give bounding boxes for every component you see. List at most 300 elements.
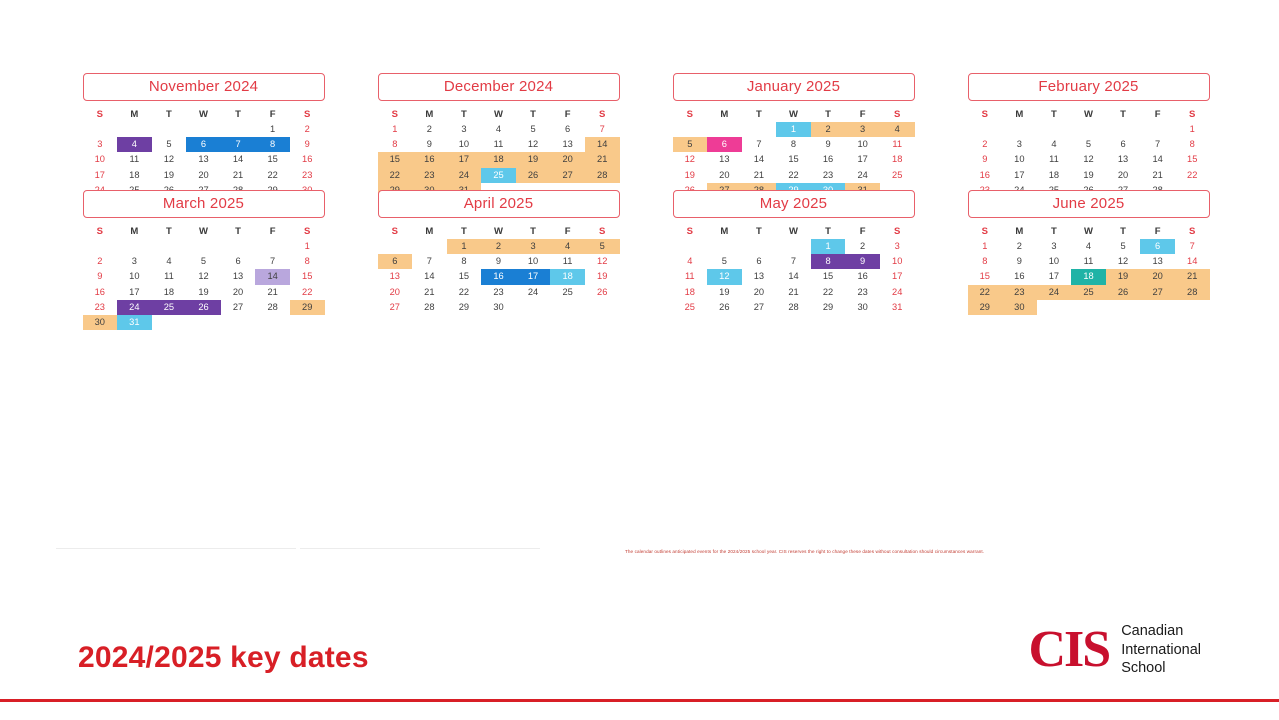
calendar-day-highlighted: 24 [1037, 285, 1072, 300]
month-block [673, 190, 915, 312]
calendar-day: 22 [822, 286, 834, 297]
week-row [968, 152, 1210, 167]
month-block [378, 0, 620, 73]
calendar-day: 28 [424, 301, 435, 312]
weekday-label: W [199, 226, 208, 237]
calendar-day: 14 [788, 271, 799, 282]
calendar-day: 6 [235, 256, 241, 267]
calendar-day: 3 [131, 256, 137, 267]
weekday-label: F [564, 226, 571, 237]
weekday-label: T [166, 226, 172, 237]
calendar-day: 14 [753, 154, 765, 165]
calendar-day: 14 [1152, 154, 1163, 165]
calendar-day: 29 [458, 301, 470, 312]
calendar-day: 9 [304, 139, 310, 150]
calendar-day: 17 [892, 271, 903, 282]
calendar-day: 16 [822, 154, 834, 165]
week-row [83, 269, 325, 284]
weekday-header-row [968, 107, 1210, 122]
calendar-day: 11 [892, 139, 903, 150]
calendar-day: 26 [597, 286, 608, 297]
calendar-day [186, 122, 221, 137]
calendar-day [1140, 122, 1175, 137]
calendar-day: 4 [495, 124, 502, 134]
calendar-day [742, 239, 777, 254]
calendar-day: 18 [892, 154, 903, 165]
calendar-day: 25 [892, 169, 903, 180]
weekday-label: M [130, 226, 139, 237]
calendar-day: 17 [94, 169, 105, 180]
calendar-day: 19 [684, 169, 695, 180]
weekday-label: T [825, 226, 831, 237]
month-title: May 2025 [673, 190, 915, 218]
calendar-day-highlighted: 28 [1175, 285, 1210, 300]
calendar-months-grid [56, 0, 1236, 327]
calendar-day: 5 [166, 139, 172, 150]
weekday-header-row [968, 224, 1210, 239]
calendar-day: 11 [129, 154, 140, 165]
week-row [378, 168, 620, 183]
month-title: November 2024 [83, 73, 325, 101]
calendar-day [1140, 300, 1175, 315]
calendar-day-highlighted: 21 [1175, 269, 1210, 284]
weekday-label: S [894, 109, 901, 120]
weekday-header-row [673, 224, 915, 239]
weekday-label: S [894, 226, 901, 237]
weekday-label: T [756, 226, 762, 237]
calendar-day [117, 122, 152, 137]
month-block [673, 0, 915, 73]
calendar-day [221, 239, 256, 254]
calendar-day-highlighted: 26 [516, 168, 551, 183]
calendar-day-highlighted: 26 [1106, 285, 1141, 300]
calendar-day-highlighted: 8 [255, 137, 290, 152]
calendar-day-highlighted: 15 [378, 152, 413, 167]
calendar-day: 19 [719, 286, 730, 297]
calendar-day [1071, 122, 1106, 137]
calendar-day-highlighted: 28 [585, 168, 620, 183]
calendar-day: 6 [1120, 139, 1126, 150]
calendar-day-highlighted: 24 [117, 300, 152, 315]
calendar-day: 28 [788, 301, 799, 312]
calendar-day: 1 [982, 241, 988, 251]
calendar-day [585, 300, 620, 315]
calendar-day [1071, 300, 1106, 315]
calendar-day: 7 [790, 256, 797, 267]
calendar-day: 10 [129, 271, 140, 282]
calendar-day [378, 239, 413, 254]
month-block [968, 73, 1210, 190]
calendar-day: 10 [1014, 154, 1025, 165]
month-block [968, 0, 1210, 73]
calendar-day: 5 [530, 124, 536, 134]
calendar-day: 12 [1083, 154, 1094, 165]
logo-line-3: School [1121, 660, 1166, 677]
calendar-day [516, 300, 551, 315]
weekday-label: S [686, 109, 693, 120]
month-title: February 2025 [968, 73, 1210, 101]
calendar-day [707, 122, 742, 137]
calendar-day: 5 [721, 256, 727, 267]
weekday-label: S [686, 226, 693, 237]
calendar-day: 19 [198, 286, 209, 297]
calendar-day: 13 [719, 154, 730, 165]
weekday-label: M [1015, 109, 1024, 120]
week-row [83, 152, 325, 167]
calendar-day-highlighted: 31 [117, 315, 152, 330]
calendar-day: 31 [892, 301, 903, 312]
calendar-day-highlighted: 6 [378, 254, 413, 269]
calendar-day: 4 [166, 256, 172, 267]
weekday-label: T [461, 226, 467, 237]
weekday-label: S [981, 109, 988, 120]
month-block [673, 73, 915, 190]
weekday-label: S [391, 109, 398, 120]
weekday-label: T [235, 109, 241, 120]
week-row [83, 137, 325, 152]
calendar-day: 16 [979, 169, 990, 180]
calendar-day: 11 [493, 139, 504, 150]
calendar-day-highlighted: 12 [707, 269, 742, 284]
week-row [378, 122, 620, 137]
weekday-label: W [1084, 226, 1093, 237]
calendar-day: 2 [982, 139, 988, 150]
calendar-day: 19 [597, 271, 608, 282]
calendar-day: 24 [892, 286, 903, 297]
cis-logo [1028, 622, 1201, 678]
calendar-day-highlighted: 4 [880, 122, 915, 137]
calendar-day-highlighted: 19 [1106, 269, 1141, 284]
weekday-label: S [304, 109, 311, 120]
calendar-day: 12 [684, 154, 695, 165]
calendar-day-highlighted: 25 [481, 168, 516, 183]
calendar-day [1175, 300, 1210, 315]
week-row [968, 122, 1210, 137]
calendar-day: 30 [493, 301, 504, 312]
calendar-day-highlighted: 18 [550, 269, 585, 284]
page-footer [0, 600, 1279, 720]
calendar-day: 13 [753, 271, 765, 282]
calendar-day: 8 [461, 256, 467, 267]
calendar-day-highlighted: 18 [481, 152, 516, 167]
calendar-day: 4 [1051, 139, 1057, 150]
calendar-day: 9 [825, 139, 831, 150]
calendar-day: 12 [1117, 256, 1129, 267]
calendar-day: 3 [1016, 139, 1022, 150]
calendar-day: 20 [1117, 169, 1129, 180]
calendar-day: 13 [562, 139, 573, 150]
calendar-day: 3 [1051, 241, 1057, 251]
calendar-day: 20 [198, 169, 209, 180]
calendar-day [221, 122, 256, 137]
calendar-day: 18 [129, 169, 140, 180]
calendar-day-highlighted: 22 [378, 168, 413, 183]
calendar-day-highlighted: 20 [1140, 269, 1175, 284]
weekday-label: S [96, 109, 103, 120]
month-block [378, 190, 620, 312]
calendar-day: 4 [687, 256, 693, 267]
calendar-day-highlighted: 6 [186, 137, 221, 152]
calendar-day: 20 [753, 286, 765, 297]
calendar-day: 1 [270, 124, 276, 134]
calendar-day: 21 [1152, 169, 1163, 180]
calendar-day: 20 [232, 286, 244, 297]
calendar-day-highlighted: 5 [673, 137, 708, 152]
weekday-label: W [789, 109, 798, 120]
calendar-day-highlighted: 4 [550, 239, 585, 254]
weekday-label: T [756, 109, 762, 120]
weekday-label: F [859, 226, 866, 237]
calendar-day: 15 [979, 271, 990, 282]
calendar-day: 13 [1152, 256, 1163, 267]
footer-title: 2024/2025 key dates [78, 641, 369, 674]
calendar-day: 8 [1189, 139, 1195, 150]
calendar-day [152, 122, 187, 137]
month-block [378, 73, 620, 190]
weekday-header-row [83, 107, 325, 122]
calendar-day-highlighted: 16 [412, 152, 447, 167]
calendar-day: 16 [94, 286, 105, 297]
weekday-label: M [425, 226, 434, 237]
weekday-label: W [789, 226, 798, 237]
calendar-day: 11 [562, 256, 573, 267]
calendar-day: 13 [389, 271, 400, 282]
calendar-day-highlighted: 30 [1002, 300, 1037, 315]
weekday-label: T [1051, 109, 1057, 120]
calendar-day: 15 [788, 154, 799, 165]
weekday-label: M [1015, 226, 1024, 237]
week-row [83, 285, 325, 300]
logo-mark: CIS [1028, 620, 1110, 678]
weekday-label: S [96, 226, 103, 237]
week-row [378, 285, 620, 300]
footer-accent-rule [0, 699, 1279, 702]
calendar-day [707, 239, 742, 254]
calendar-day-highlighted: 21 [585, 152, 620, 167]
weekday-label: W [494, 109, 503, 120]
week-row [378, 239, 620, 254]
calendar-day: 15 [1187, 154, 1198, 165]
weekday-label: T [1120, 226, 1126, 237]
month-block [968, 190, 1210, 312]
calendar-day: 29 [822, 301, 834, 312]
calendar-day [152, 315, 187, 330]
calendar-day: 25 [562, 286, 573, 297]
weekday-label: T [530, 109, 536, 120]
calendar-day: 13 [1117, 154, 1129, 165]
calendar-day: 10 [94, 154, 105, 165]
weekday-label: T [235, 226, 241, 237]
month-block [83, 190, 325, 327]
week-row [673, 168, 915, 183]
calendar-day: 19 [163, 169, 175, 180]
weekday-label: S [391, 226, 398, 237]
calendar-day: 17 [857, 154, 868, 165]
calendar-day: 22 [267, 169, 278, 180]
calendar-day: 24 [857, 169, 868, 180]
calendar-day: 2 [426, 124, 432, 134]
calendar-day: 21 [267, 286, 278, 297]
logo-wordmark [1121, 622, 1201, 678]
week-row [968, 239, 1210, 254]
weekday-label: F [1154, 109, 1161, 120]
calendar-day [290, 315, 325, 330]
calendar-day [152, 239, 187, 254]
weekday-label: T [1051, 226, 1057, 237]
month-title: March 2025 [83, 190, 325, 218]
divider-mid [300, 548, 540, 549]
calendar-day [673, 122, 708, 137]
calendar-day-highlighted: 3 [845, 122, 880, 137]
week-row [673, 137, 915, 152]
week-row [83, 168, 325, 183]
calendar-day: 10 [527, 256, 539, 267]
calendar-day: 1 [1189, 124, 1195, 134]
calendar-day: 16 [1014, 271, 1025, 282]
week-row [673, 239, 915, 254]
calendar-day-highlighted: 2 [481, 239, 516, 254]
month-title: June 2025 [968, 190, 1210, 218]
weekday-label: S [599, 226, 606, 237]
calendar-day: 6 [565, 124, 571, 134]
weekday-label: M [130, 109, 139, 120]
weekday-label: T [166, 109, 172, 120]
calendar-day: 7 [599, 124, 605, 134]
calendar-day: 8 [392, 139, 398, 150]
weekday-label: F [859, 109, 866, 120]
weekday-label: W [1084, 109, 1093, 120]
calendar-day: 12 [597, 256, 608, 267]
weekday-label: F [269, 109, 276, 120]
calendar-day: 14 [1187, 256, 1198, 267]
calendar-day: 22 [1187, 169, 1198, 180]
calendar-day-highlighted: 16 [481, 269, 516, 284]
month-title: April 2025 [378, 190, 620, 218]
calendar-day: 22 [788, 169, 799, 180]
calendar-day-highlighted: 25 [1071, 285, 1106, 300]
calendar-day: 16 [302, 154, 313, 165]
calendar-day: 2 [860, 241, 866, 251]
calendar-day [255, 239, 290, 254]
calendar-day-highlighted: 3 [516, 239, 551, 254]
weekday-label: S [1189, 226, 1196, 237]
weekday-label: T [461, 109, 467, 120]
calendar-day: 1 [304, 241, 310, 251]
calendar-day: 2 [304, 124, 310, 134]
calendar-day: 11 [684, 271, 695, 282]
week-row [83, 300, 325, 315]
calendar-day: 23 [857, 286, 868, 297]
calendar-day: 5 [1085, 139, 1092, 150]
calendar-day: 24 [527, 286, 539, 297]
calendar-day: 17 [1048, 271, 1060, 282]
calendar-day-highlighted: 20 [550, 152, 585, 167]
calendar-day: 7 [270, 256, 276, 267]
calendar-day [412, 239, 447, 254]
week-row [968, 137, 1210, 152]
calendar-day: 5 [200, 256, 207, 267]
calendar-day-highlighted: 1 [447, 239, 482, 254]
calendar-day: 18 [1048, 169, 1060, 180]
calendar-day: 11 [164, 271, 174, 282]
calendar-day: 10 [1048, 256, 1060, 267]
weekday-label: W [199, 109, 208, 120]
calendar-day: 12 [527, 139, 539, 150]
calendar-day: 18 [163, 286, 175, 297]
weekday-header-row [673, 107, 915, 122]
calendar-day: 2 [97, 256, 103, 267]
calendar-day-highlighted: 27 [550, 168, 585, 183]
month-block [83, 0, 325, 73]
calendar-day [550, 300, 585, 315]
calendar-day [1002, 122, 1037, 137]
calendar-day: 21 [232, 169, 244, 180]
week-row [673, 269, 915, 284]
calendar-day: 22 [302, 286, 313, 297]
calendar-day: 21 [788, 286, 799, 297]
calendar-day: 15 [267, 154, 278, 165]
week-row [673, 285, 915, 300]
calendar-day: 8 [790, 139, 797, 150]
calendar-day: 7 [756, 139, 762, 150]
calendar-day: 15 [822, 271, 834, 282]
weekday-label: S [304, 226, 311, 237]
calendar-day [1106, 300, 1141, 315]
calendar-day-highlighted: 26 [186, 300, 221, 315]
week-row [378, 254, 620, 269]
week-row [968, 254, 1210, 269]
calendar-day: 15 [458, 271, 470, 282]
calendar-day: 17 [129, 286, 140, 297]
calendar-day [673, 239, 708, 254]
calendar-day: 23 [822, 169, 834, 180]
calendar-day-highlighted: 23 [1002, 285, 1037, 300]
calendar-day-highlighted: 17 [447, 152, 482, 167]
calendar-day: 23 [493, 286, 504, 297]
logo-line-2: International [1121, 641, 1201, 658]
calendar-day [1037, 122, 1072, 137]
calendar-day: 20 [389, 286, 400, 297]
calendar-day: 3 [97, 139, 103, 150]
calendar-day: 11 [1049, 154, 1059, 165]
calendar-day-highlighted: 8 [811, 254, 846, 269]
calendar-day-highlighted: 1 [776, 122, 811, 137]
calendar-day-highlighted: 6 [1140, 239, 1175, 254]
calendar-day: 30 [857, 301, 868, 312]
calendar-day: 13 [232, 271, 244, 282]
calendar-day [255, 315, 290, 330]
calendar-day: 7 [426, 256, 432, 267]
calendar-day: 8 [982, 256, 988, 267]
calendar-day-highlighted: 1 [811, 239, 846, 254]
week-row [673, 122, 915, 137]
calendar-day [1106, 122, 1141, 137]
calendar-day: 9 [97, 271, 103, 282]
week-row [968, 300, 1210, 315]
calendar-day: 9 [982, 154, 988, 165]
calendar-day-highlighted: 17 [516, 269, 551, 284]
weekday-header-row [378, 224, 620, 239]
calendar-day: 9 [1016, 256, 1022, 267]
calendar-day-highlighted: 2 [811, 122, 846, 137]
calendar-day-highlighted: 7 [221, 137, 256, 152]
calendar-day-highlighted: 30 [83, 315, 118, 330]
week-row [968, 269, 1210, 284]
calendar-day-highlighted: 19 [516, 152, 551, 167]
calendar-day: 10 [857, 139, 868, 150]
calendar-day: 10 [458, 139, 470, 150]
calendar-day-highlighted: 14 [585, 137, 620, 152]
